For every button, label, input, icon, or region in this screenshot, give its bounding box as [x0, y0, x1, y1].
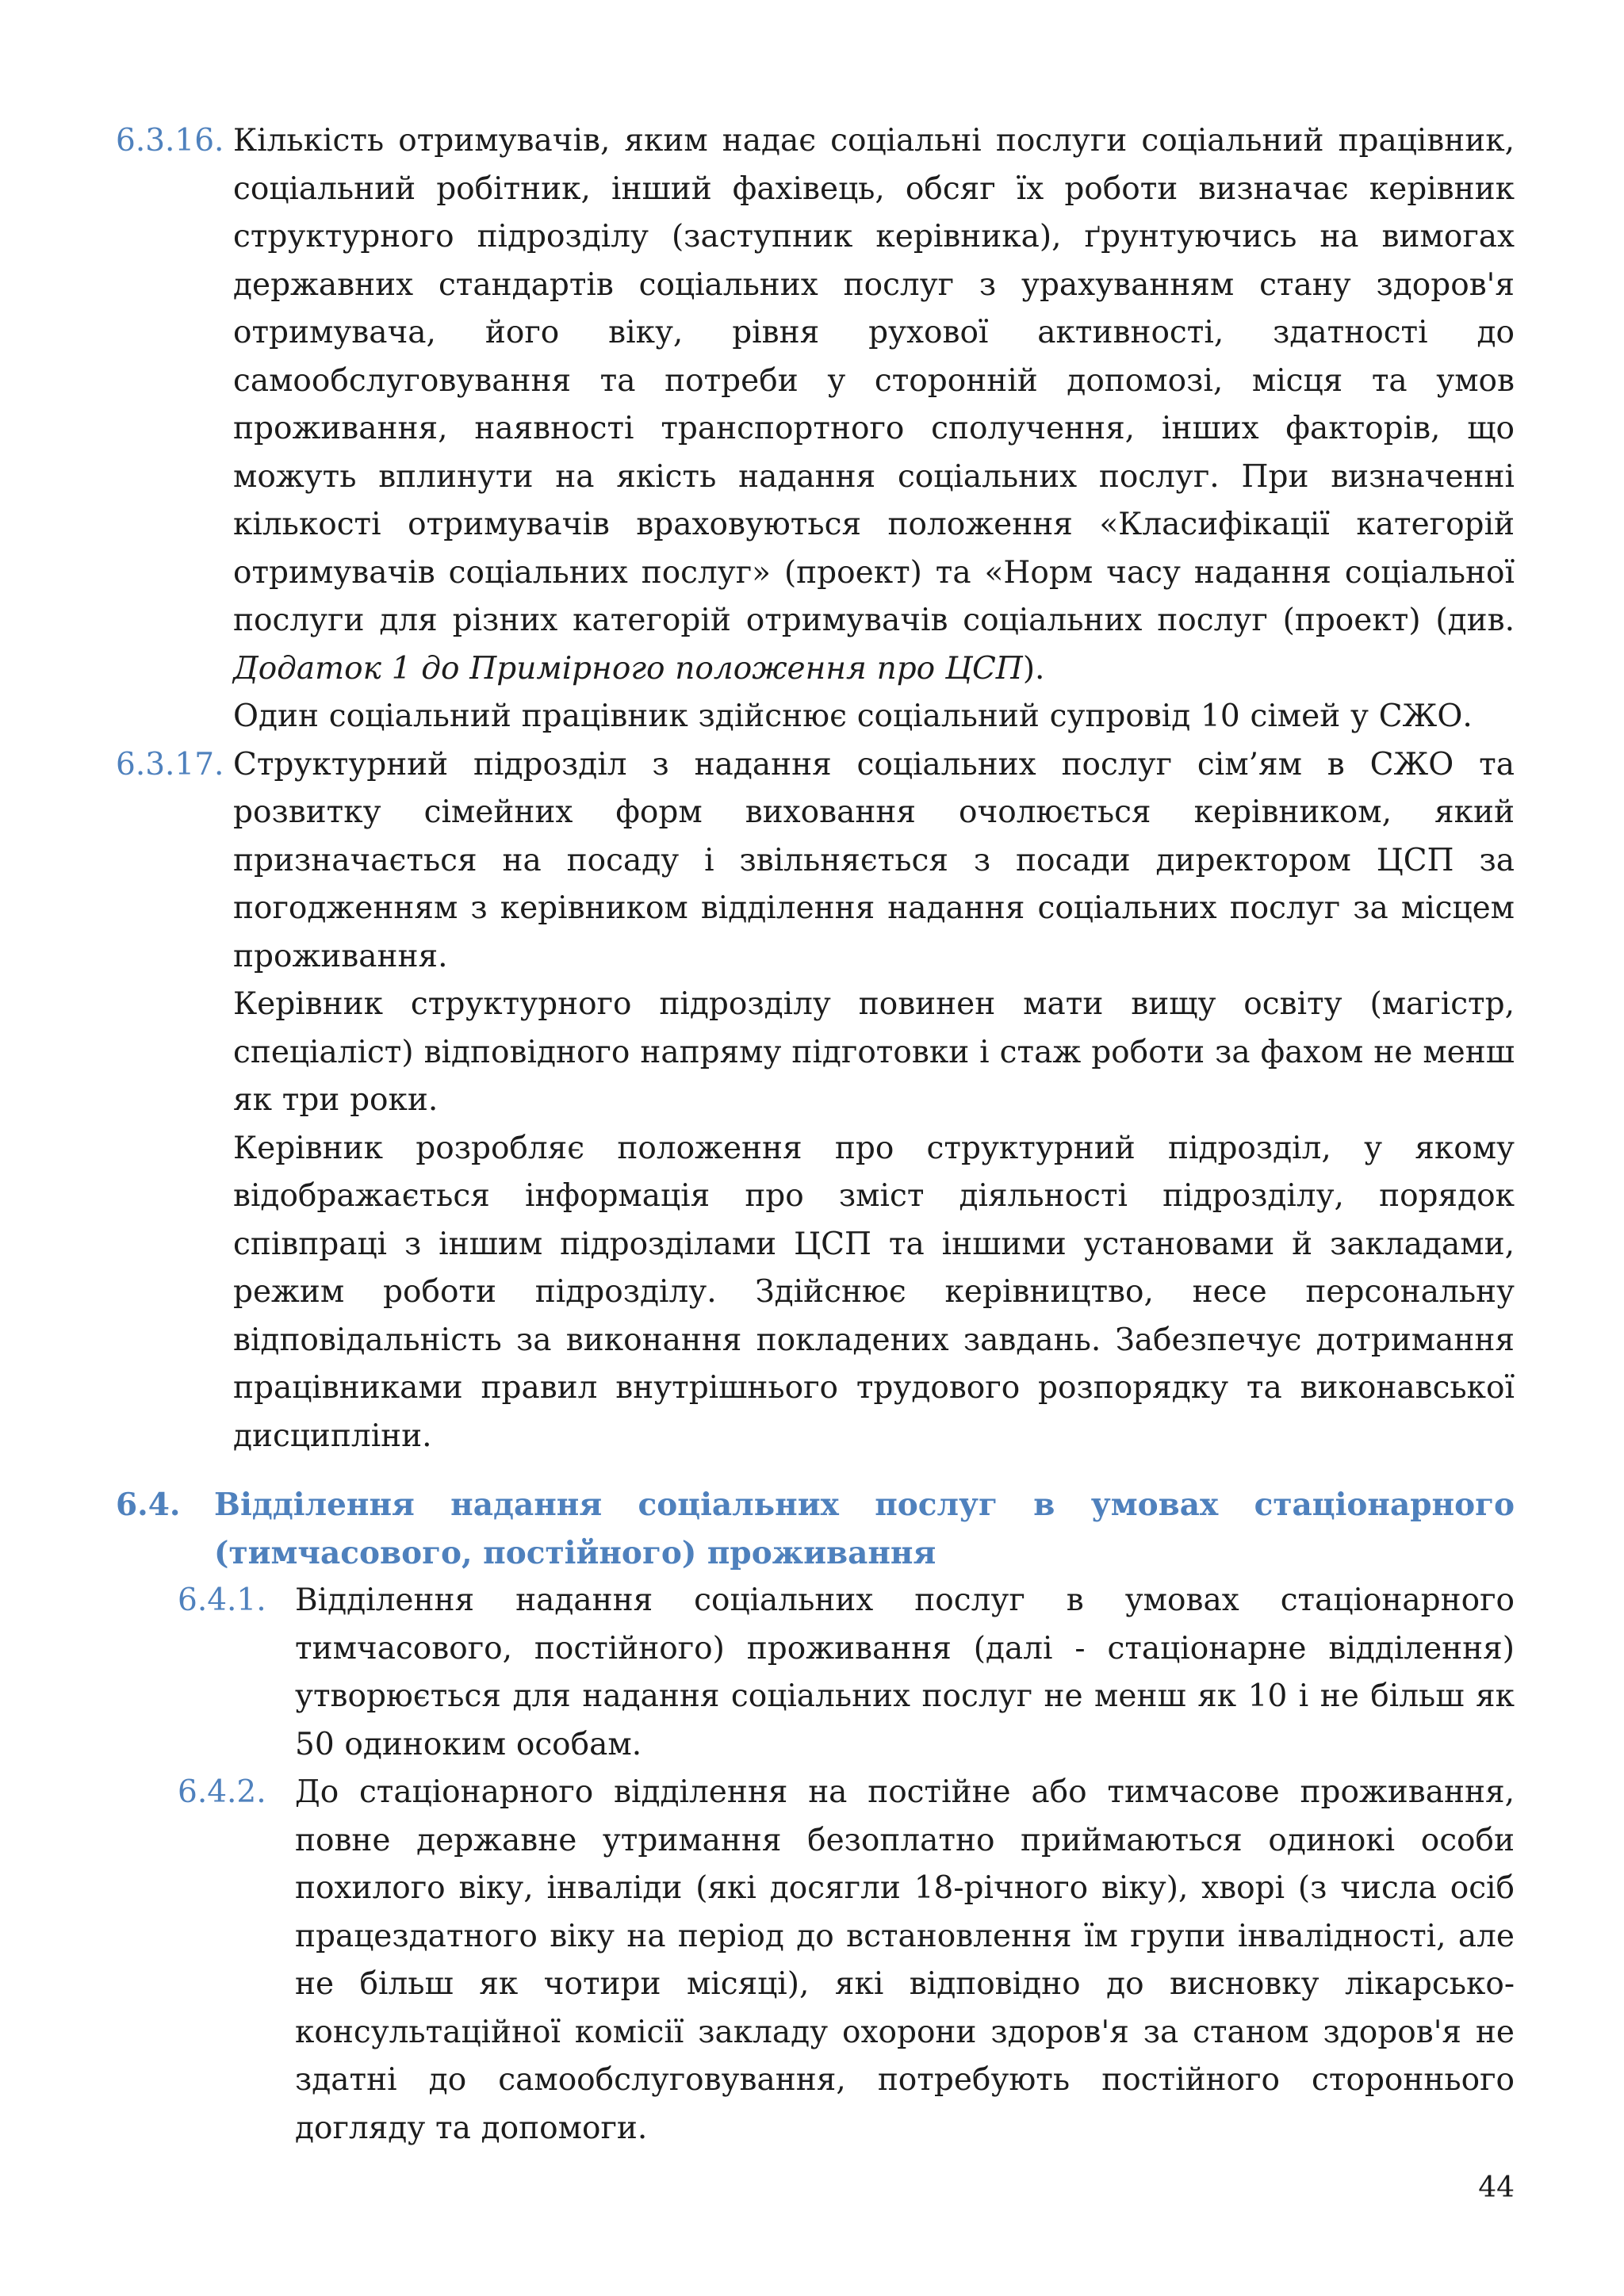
clause-paragraph: Керівник розробляє положення про структурний підрозділ, у якому відображається інформація про зміст діяльності підрозділу, порядок співпраці з іншим підрозділами ЦСП та іншими установами й закладами, режим роботи підрозділу. Здійснює керівництво, несе персональну відповідальність за виконання покладених завдань. Забезпечує дотримання працівниками правил внутрішнього трудового розпорядку та виконавської дисципліни.: [233, 1130, 1515, 1454]
section-title: [214, 1481, 1515, 1577]
clause-number: 6.4.1.: [178, 1582, 266, 1618]
section-heading: [116, 1481, 1515, 1577]
paragraph-text: Кількість отримувачів, яким надає соціальні послуги соціальний працівник, соціальний робітник, інший фахівець, обсяг їх роботи визначає керівник структурного підрозділу (заступник керівника), ґрунтуючись на вимогах державних стандартів соціальних послуг з урахуванням стану здоров'я отримувача, його віку, рівня рухової активності, здатності до самообслуговування та потреби у сторонній допомозі, місця та умов проживання, наявності транспортного сполучення, інших факторів, що можуть вплинути на якість надання соціальних послуг. При визначенні кількості отримувачів враховуються положення «Класифікації категорій отримувачів соціальних послуг» (проект) та «Норм часу надання соціальної послуги для різних категорій отримувачів соціальних послуг (проект) (див.: [233, 123, 1515, 638]
page-number: 44: [1478, 2172, 1515, 2204]
clause-number: 6.3.17.: [116, 746, 224, 783]
clause-6-4-2: [116, 1769, 1515, 2152]
section-title-line-2: (тимчасового, постійного) проживання: [214, 1534, 936, 1571]
clause-6-3-16: [116, 117, 1515, 741]
appendix-reference: Додаток 1 до Примірного положення про ЦСП: [233, 650, 1023, 687]
clause-paragraph: Відділення надання соціальних послуг в умовах стаціонарного тимчасового, постійного) проживання (далі - стаціонарне відділення) утворюється для надання соціальних послуг не менш як 10 і не більш як 50 одиноким особам.: [295, 1582, 1515, 1762]
clause-number: 6.3.16.: [116, 123, 224, 159]
clause-paragraph: Структурний підрозділ з надання соціальних послуг сім’ям в СЖО та розвитку сімейних форм виховання очолюється керівником, який призначається на посаду і звільняється з посади директором ЦСП за погодженням з керівником відділення надання соціальних послуг за місцем проживання.: [233, 746, 1515, 974]
clause-body: [295, 1769, 1515, 2152]
page-content: [116, 117, 1515, 2152]
clause-body: [233, 741, 1515, 1461]
clause-paragraph: До стаціонарного відділення на постійне або тимчасове проживання, повне державне утримання безоплатно приймаються одинокі особи похилого віку, інваліди (які досягли 18-річного віку), хворі (з числа осіб працездатного віку на період до встановлення їм групи інвалідності, але не більш як чотири місяці), які відповідно до висновку лікарсько-консультаційної комісії закладу охорони здоров'я за станом здоров'я не здатні до самообслуговування, потребують постійного стороннього догляду та допомоги.: [295, 1774, 1515, 2146]
clause-paragraph: [233, 117, 1515, 693]
section-number: 6.4.: [116, 1487, 181, 1523]
clause-paragraph: Один соціальний працівник здійснює соціальний супровід 10 сімей у СЖО.: [233, 698, 1473, 734]
clause-6-4-1: [116, 1577, 1515, 1769]
clause-number: 6.4.2.: [178, 1774, 266, 1810]
clause-6-3-17: [116, 741, 1515, 1461]
clause-body: [233, 117, 1515, 741]
paragraph-tail: ).: [1022, 650, 1045, 687]
section-title-line-1: Відділення надання соціальних послуг в умовах стаціонарного: [214, 1487, 1515, 1523]
clause-body: [295, 1577, 1515, 1769]
clause-paragraph: Керівник структурного підрозділу повинен мати вищу освіту (магістр, спеціаліст) відповідного напряму підготовки і стаж роботи за фахом не менш як три роки.: [233, 986, 1515, 1118]
